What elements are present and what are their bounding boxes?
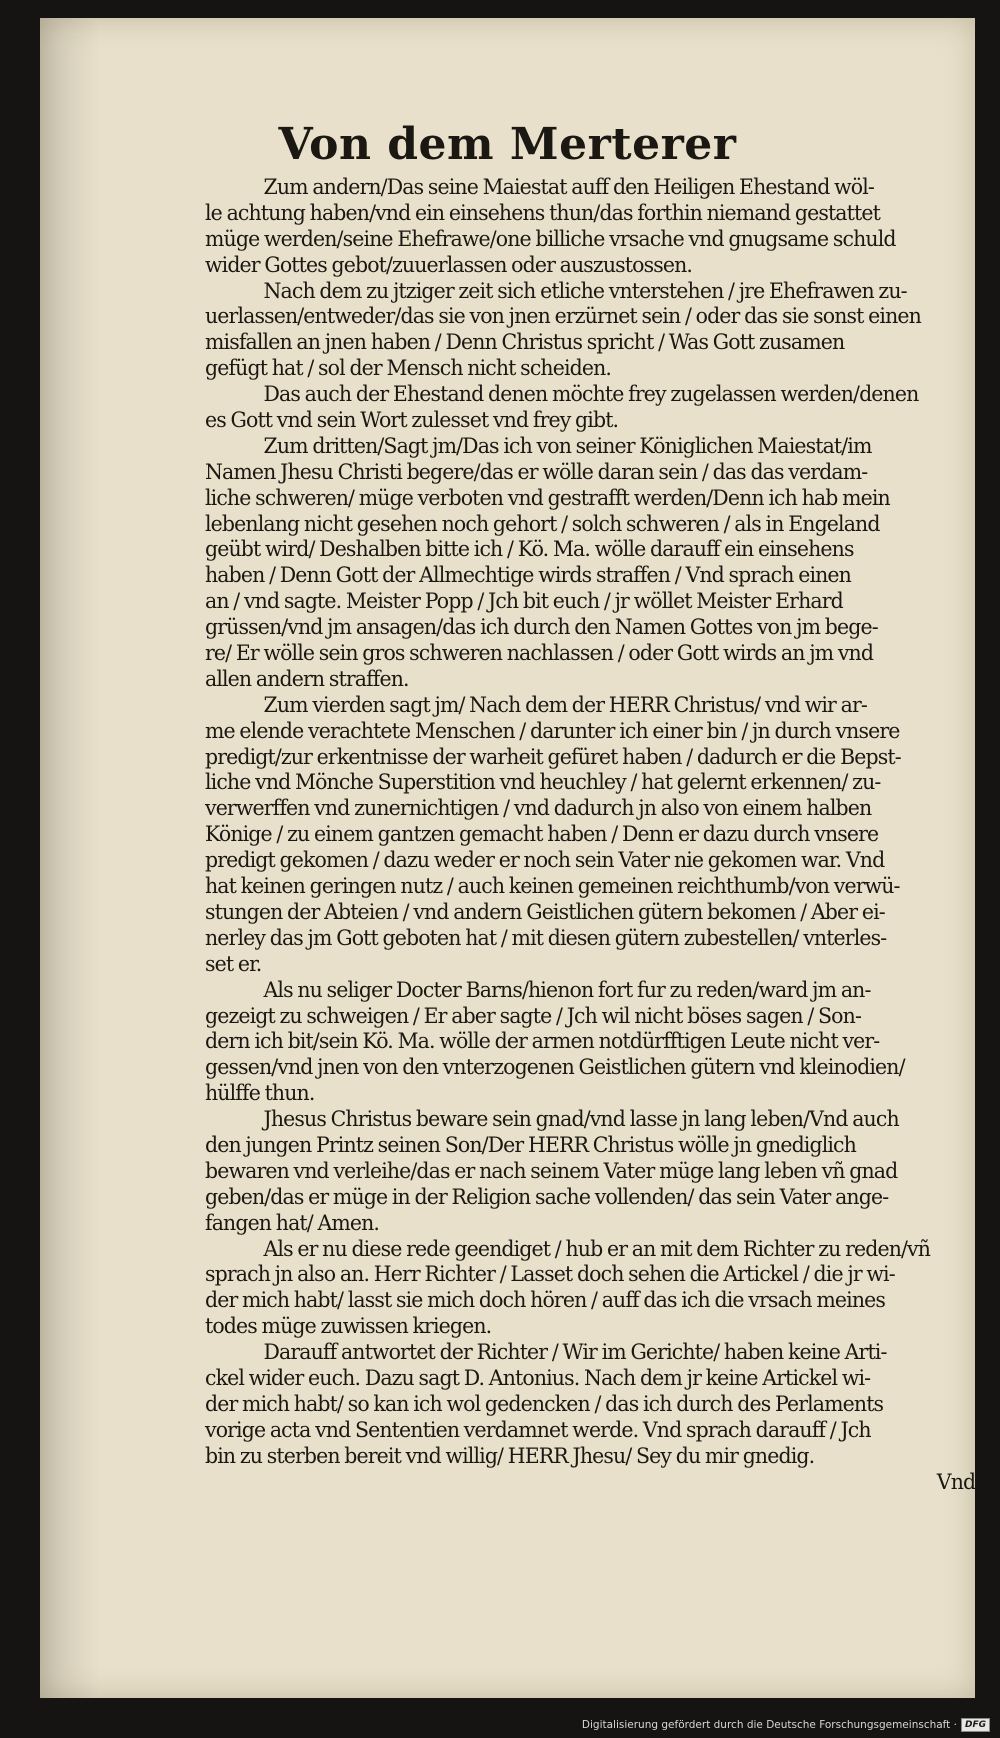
text-line: Könige / zu einem gantzen gemacht haben / Denn er dazu durch vnsere	[205, 822, 879, 847]
text-line: hat keinen geringen nutz / auch keinen gemeinen reichthumb/von verwü-	[205, 874, 900, 899]
text-line: Jhesus Christus beware sein gnad/vnd lasse jn lang leben/Vnd auch	[263, 1107, 899, 1132]
book-page	[40, 18, 975, 1698]
text-line: der mich habt/ lasst sie mich doch hören / auff das ich die vrsach meines	[205, 1288, 886, 1313]
text-line: verwerffen vnd zunernichtigen / vnd dadurch jn also von einem halben	[205, 796, 872, 821]
text-line: nerley das jm Gott geboten hat / mit diesen gütern zubestellen/ vnterles-	[205, 925, 887, 950]
text-line: Das auch der Ehestand denen möchte frey zugelassen werden/denen	[263, 382, 919, 407]
text-line: bewaren vnd verleihe/das er nach seinem Vater müge lang leben vñ gnad	[205, 1158, 898, 1183]
text-line: re/ Er wölle sein gros schweren nachlassen / oder Gott wirds an jm vnd	[205, 641, 874, 666]
page-heading: Von dem Merterer	[278, 119, 737, 170]
text-line: Zum vierden sagt jm/ Nach dem der HERR Christus/ vnd wir ar-	[263, 692, 867, 717]
text-line: fangen hat/ Amen.	[205, 1210, 380, 1235]
text-line: todes müge zuwissen kriegen.	[205, 1314, 492, 1339]
text-line: Nach dem zu jtziger zeit sich etliche vnterstehen / jre Ehefrawen zu-	[263, 278, 907, 303]
text-line: Zum dritten/Sagt jm/Das ich von seiner Königlichen Maiestat/im	[263, 433, 872, 458]
text-line: liche schweren/ müge verboten vnd gestrafft werden/Denn ich hab mein	[205, 485, 890, 510]
text-line: haben / Denn Gott der Allmechtige wirds straffen / Vnd sprach einen	[205, 563, 851, 588]
text-line: liche vnd Mönche Superstition vnd heuchley / hat gelernt erkennen/ zu-	[205, 770, 881, 795]
dfg-logo-icon: DFG	[961, 1718, 990, 1732]
text-line: gefügt hat / sol der Mensch nicht scheiden.	[205, 356, 612, 381]
text-line: stungen der Abteien / vnd andern Geistlichen gütern bekomen / Aber ei-	[205, 899, 885, 924]
text-line: predigt/zur erkentnisse der warheit gefüret haben / dadurch er die Bepst-	[205, 744, 901, 769]
text-line: an / vnd sagte. Meister Popp / Jch bit euch / jr wöllet Meister Erhard	[205, 589, 843, 614]
text-line: der mich habt/ so kan ich wol gedencken / das ich durch des Perlaments	[205, 1391, 884, 1416]
text-line: Zum andern/Das seine Maiestat auff den Heiligen Ehestand wöl-	[263, 175, 874, 199]
text-line: dern ich bit/sein Kö. Ma. wölle der armen notdürfftigen Leute nicht ver-	[205, 1029, 880, 1054]
text-line: ckel wider euch. Dazu sagt D. Antonius. Nach dem jr keine Artickel wi-	[205, 1365, 871, 1390]
text-line: Als nu seliger Docter Barns/hienon fort fur zu reden/ward jm an-	[263, 977, 871, 1002]
page-body-text	[205, 175, 1000, 1495]
text-line: geben/das er müge in der Religion sache vollenden/ das sein Vater ange-	[205, 1184, 889, 1209]
text-line: predigt gekomen / dazu weder er noch sein Vater nie gekomen war. Vnd	[205, 848, 885, 873]
text-line: den jungen Printz seinen Son/Der HERR Christus wölle jn gnediglich	[205, 1132, 856, 1157]
text-line: gezeigt zu schweigen / Er aber sagte / Jch wil nicht böses sagen / Son-	[205, 1003, 861, 1028]
text-line: geübt wird/ Deshalben bitte ich / Kö. Ma. wölle darauff ein einsehens	[205, 537, 854, 562]
text-line: misfallen an jnen haben / Denn Christus spricht / Was Gott zusamen	[205, 330, 845, 355]
text-line: uerlassen/entweder/das sie von jnen erzürnet sein / oder das sie sonst einen	[205, 304, 921, 329]
text-line: es Gott vnd sein Wort zulesset vnd frey gibt.	[205, 408, 619, 433]
text-line: Als er nu diese rede geendiget / hub er an mit dem Richter zu reden/vñ	[263, 1236, 931, 1261]
text-line: set er.	[205, 951, 262, 976]
text-line: sprach jn also an. Herr Richter / Lasset doch sehen die Artickel / die jr wi-	[205, 1262, 895, 1287]
catchword: Vnd	[936, 1469, 976, 1494]
digitization-credit	[582, 1717, 990, 1733]
text-line: grüssen/vnd jm ansagen/das ich durch den Namen Gottes von jm bege-	[205, 615, 878, 640]
text-line: allen andern straffen.	[205, 666, 409, 691]
text-line: gessen/vnd jnen von den vnterzogenen Geistlichen gütern vnd kleinodien/	[205, 1055, 905, 1080]
text-line: wider Gottes gebot/zuuerlassen oder auszustossen.	[205, 252, 693, 277]
text-line: bin zu sterben bereit vnd willig/ HERR Jhesu/ Sey du mir gnedig.	[205, 1443, 815, 1468]
text-line: hülffe thun.	[205, 1081, 315, 1106]
text-line: müge werden/seine Ehefrawe/one billiche vrsache vnd gnugsame schuld	[205, 226, 896, 251]
text-line: lebenlang nicht gesehen noch gehort / solch schweren / als in Engeland	[205, 511, 880, 536]
text-line: me elende verachtete Menschen / darunter ich einer bin / jn durch vnsere	[205, 718, 900, 743]
text-line: Darauff antwortet der Richter / Wir im Gerichte/ haben keine Arti-	[263, 1340, 887, 1365]
text-line: le achtung haben/vnd ein einsehens thun/das forthin niemand gestattet	[205, 200, 880, 225]
text-line: vorige acta vnd Sententien verdamnet werde. Vnd sprach darauff / Jch	[205, 1417, 871, 1442]
text-line: Namen Jhesu Christi begere/das er wölle daran sein / das das verdam-	[205, 459, 868, 484]
credit-text: Digitalisierung gefördert durch die Deutsche Forschungsgemeinschaft ·	[581, 1719, 957, 1731]
